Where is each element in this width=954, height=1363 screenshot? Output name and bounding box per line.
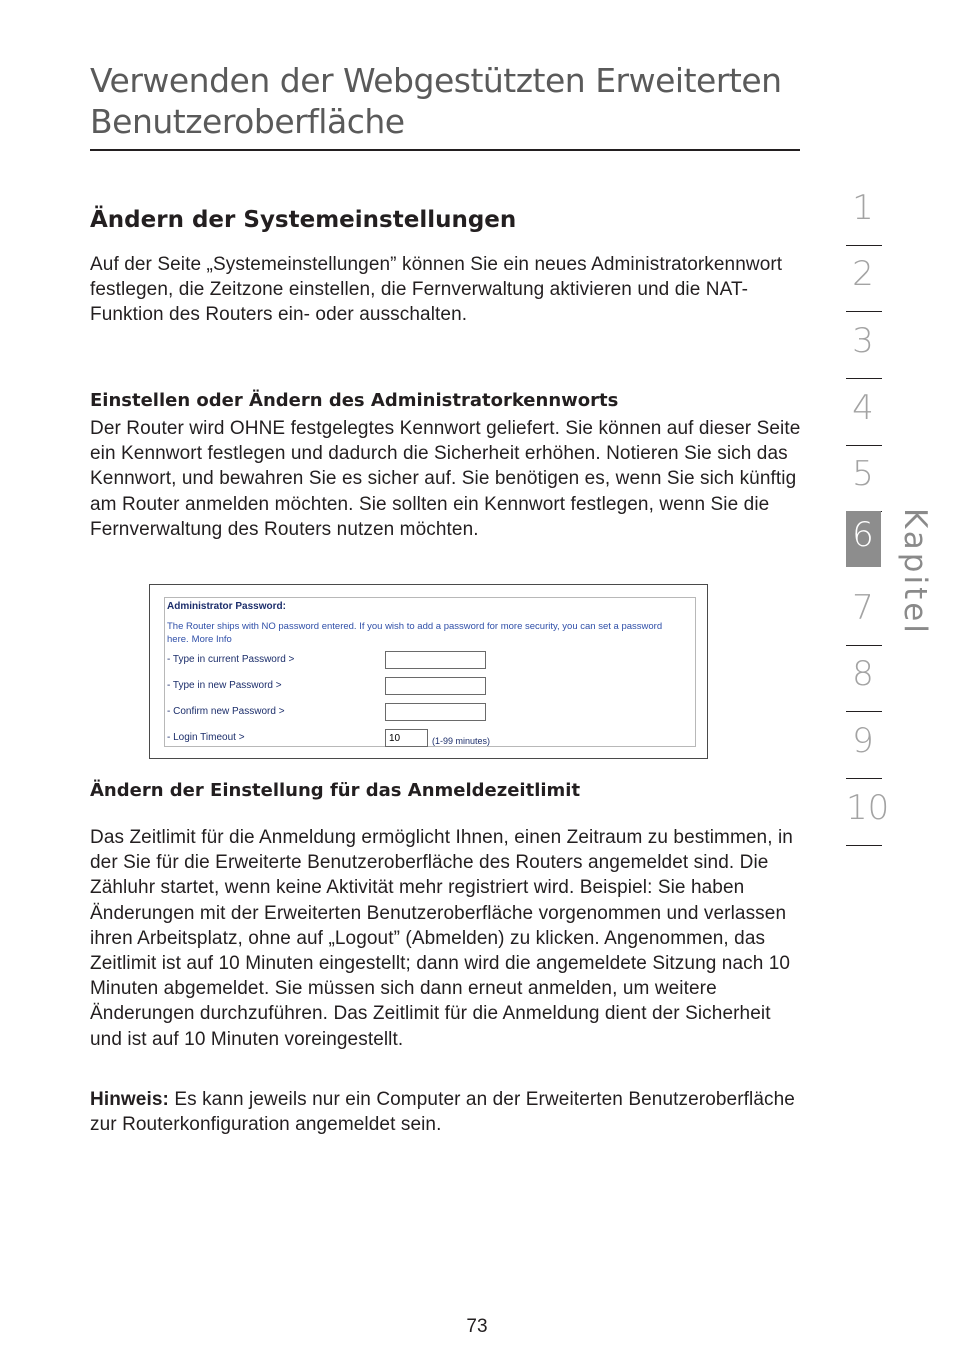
chapter-label: Kapitel bbox=[897, 508, 933, 636]
chapter-item-9[interactable] bbox=[846, 713, 882, 779]
chapter-number-5: 5 bbox=[852, 454, 874, 494]
page-number: 73 bbox=[466, 1316, 488, 1337]
page-title bbox=[90, 60, 802, 142]
chapter-number-6: 6 bbox=[852, 515, 874, 555]
new-password-input[interactable] bbox=[385, 677, 486, 695]
intro-paragraph: Auf der Seite „Systemeinstellungen” können Sie ein neues Administratorkennwort festlegen, die Zeitzone einstellen, die Fernverwaltung aktivieren und die NAT-Funktion des Routers ein- oder ausschalten. bbox=[90, 254, 783, 326]
login-timeout-label: - Login Timeout > bbox=[167, 732, 245, 743]
admin-password-paragraph: Der Router wird OHNE festgelegtes Kennwort geliefert. Sie können auf dieser Seite ein Kennwort festlegen und dadurch die Sicherheit erhöhen. Notieren Sie sich das Kennwort, und bewahren Sie es sicher auf. Sie benötigen es, wenn Sie sich künftig am Router anmelden möchten. Sie sollten ein Kennwort festlegen, wenn Sie die Fernverwaltung des Routers nutzen möchten. bbox=[90, 418, 801, 540]
chapter-number-7: 7 bbox=[852, 588, 874, 628]
chapter-number-10: 10 bbox=[846, 788, 890, 828]
chapter-number-2: 2 bbox=[852, 254, 874, 294]
chapter-item-2[interactable] bbox=[846, 246, 882, 312]
chapter-divider bbox=[846, 378, 882, 379]
page-title-line2: Benutzeroberfläche bbox=[90, 102, 405, 141]
timeout-heading: Ändern der Einstellung für das Anmeldezeitlimit bbox=[90, 780, 581, 801]
admin-password-title: Administrator Password: bbox=[167, 601, 286, 612]
confirm-password-input[interactable] bbox=[385, 703, 486, 721]
admin-password-desc-text: The Router ships with NO password entered. If you wish to add a password for more security, you can set a password here. bbox=[167, 621, 663, 645]
chapter-number-3: 3 bbox=[852, 321, 874, 361]
admin-password-screenshot bbox=[149, 584, 708, 759]
new-password-label: - Type in new Password > bbox=[167, 680, 282, 691]
note-label: Hinweis: bbox=[90, 1089, 169, 1110]
chapter-divider bbox=[846, 311, 882, 312]
section-heading: Ändern der Systemeinstellungen bbox=[90, 207, 517, 233]
chapter-item-7[interactable] bbox=[846, 580, 882, 646]
admin-password-description bbox=[167, 620, 695, 646]
chapter-item-6[interactable] bbox=[846, 507, 882, 573]
title-divider bbox=[90, 149, 800, 151]
login-timeout-hint: (1-99 minutes) bbox=[432, 736, 491, 746]
login-timeout-input[interactable] bbox=[385, 729, 428, 747]
note-paragraph bbox=[90, 1087, 802, 1137]
timeout-paragraph: Das Zeitlimit für die Anmeldung ermöglicht Ihnen, einen Zeitraum zu bestimmen, in der Sie für die Erweiterte Benutzeroberfläche des Routers angemeldet sind. Die Zähluhr startet, wenn keine Aktivität mehr registriert wird. Beispiel: Sie haben Änderungen mit der Erweiterten Benutzeroberfläche vorgenommen und verlassen ihren Arbeitsplatz, ohne auf „Logout” (Abmelden) zu klicken. Angenommen, das Zeitlimit ist auf 10 Minuten eingestellt; dann wird die angemeldete Sitzung nach 10 Minuten abgemeldet. Sie müssen sich dann erneut anmelden, um weitere Änderungen durchzuführen. Das Zeitlimit für die Anmeldung dient der Sicherheit und ist auf 10 Minuten voreingestellt. bbox=[90, 827, 793, 1050]
note-text: Es kann jeweils nur ein Computer an der Erweiterten Benutzeroberfläche zur Routerkonfiguration angemeldet sein. bbox=[90, 1089, 795, 1136]
chapter-item-5[interactable] bbox=[846, 446, 882, 512]
chapter-divider bbox=[846, 778, 882, 779]
more-info-link[interactable]: More Info bbox=[191, 634, 232, 645]
chapter-item-1[interactable] bbox=[846, 180, 882, 246]
chapter-divider bbox=[846, 845, 882, 846]
admin-password-panel bbox=[164, 597, 696, 747]
current-password-label: - Type in current Password > bbox=[167, 654, 295, 665]
current-password-input[interactable] bbox=[385, 651, 486, 669]
chapter-number-9: 9 bbox=[852, 721, 874, 761]
chapter-number-1: 1 bbox=[852, 188, 874, 228]
chapter-divider bbox=[846, 711, 882, 712]
admin-password-heading: Einstellen oder Ändern des Administratorkennworts bbox=[90, 390, 619, 411]
chapter-item-4[interactable] bbox=[846, 380, 882, 446]
confirm-password-label: - Confirm new Password > bbox=[167, 706, 285, 717]
chapter-item-8[interactable] bbox=[846, 646, 882, 712]
chapter-number-8: 8 bbox=[852, 654, 874, 694]
chapter-item-3[interactable] bbox=[846, 313, 882, 379]
chapter-number-4: 4 bbox=[852, 388, 874, 428]
page-title-line1: Verwenden der Webgestützten Erweiterten bbox=[90, 61, 782, 100]
chapter-item-10[interactable] bbox=[846, 780, 890, 846]
